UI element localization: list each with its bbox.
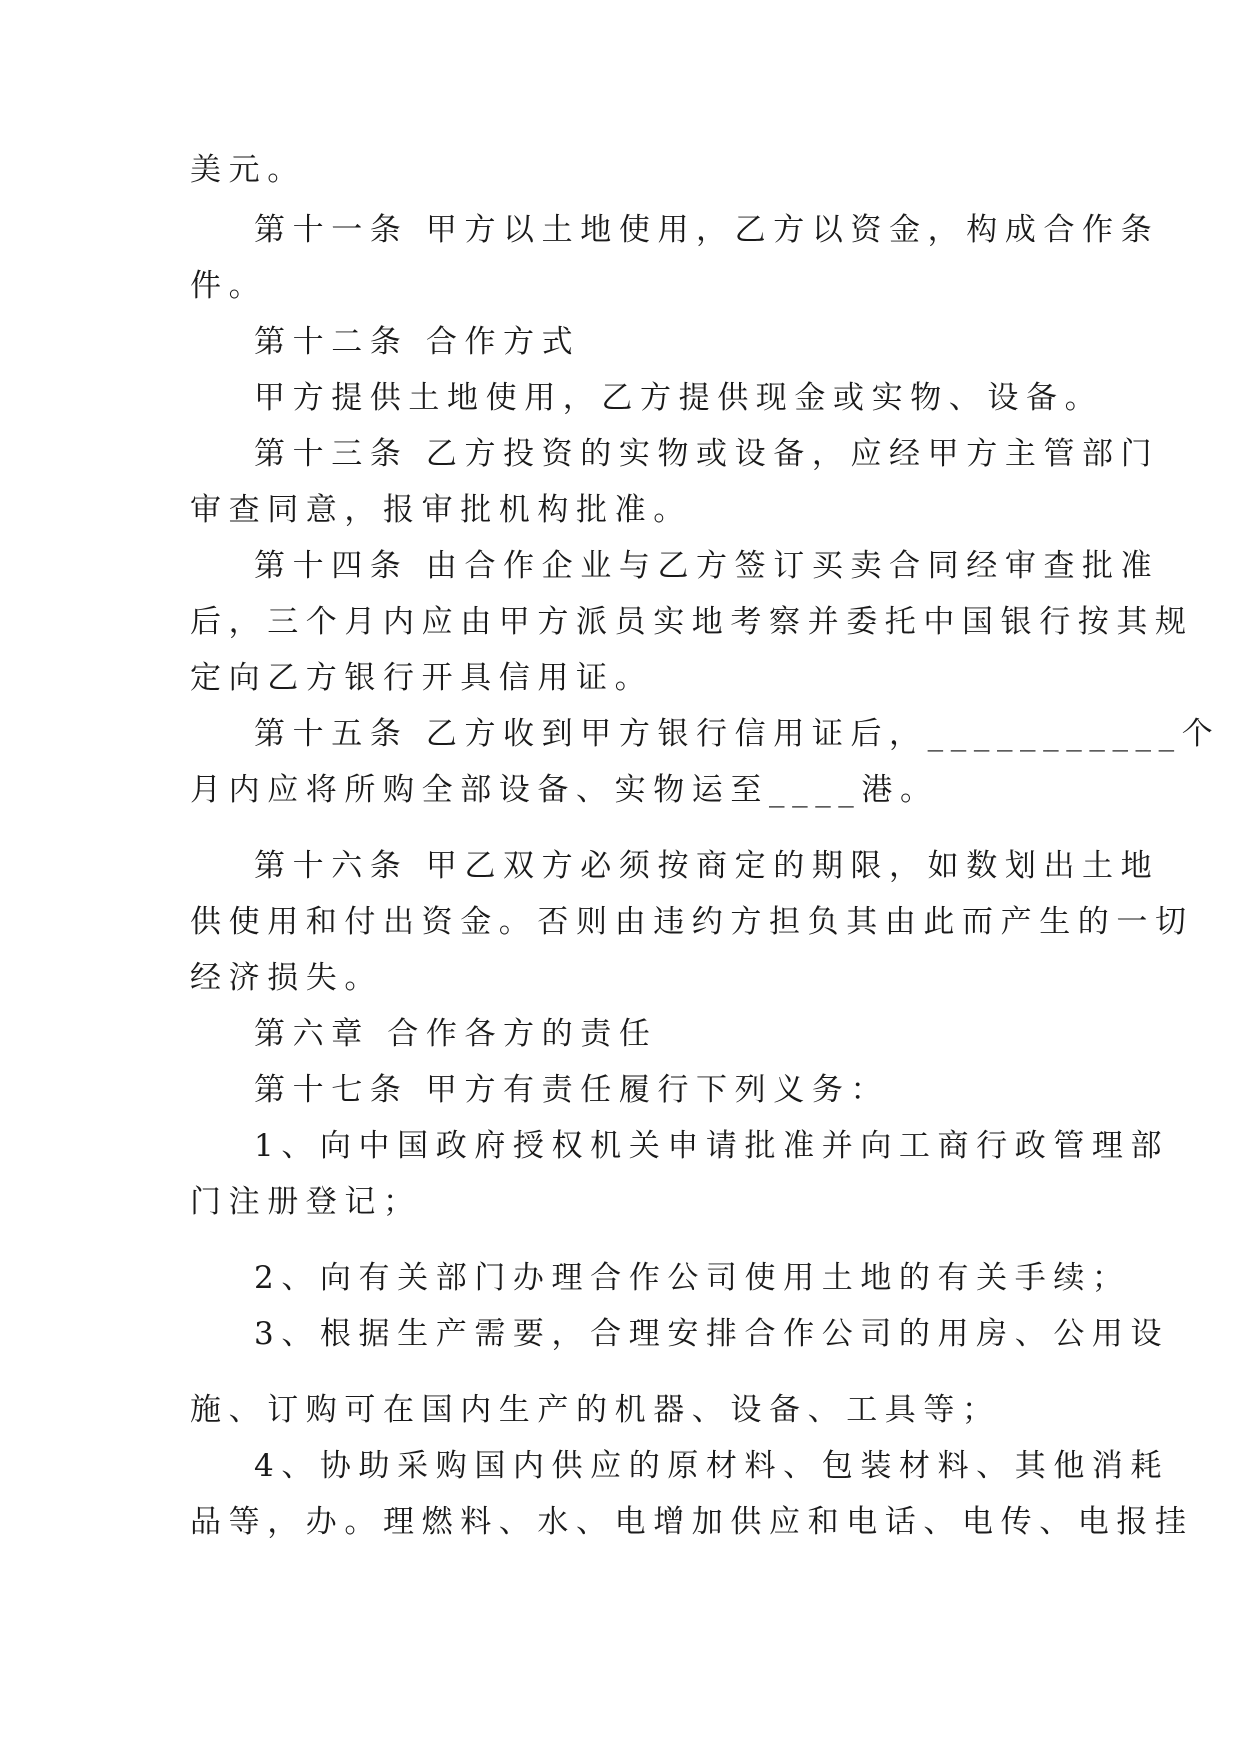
text-line: 第十四条 由合作企业与乙方签订买卖合同经审查批准 xyxy=(254,548,1160,584)
text-line: 2、向有关部门办理合作公司使用土地的有关手续； xyxy=(254,1260,1131,1296)
chapter-heading: 第六章 合作各方的责任 xyxy=(254,1016,658,1052)
text-line: 第十六条 甲乙双方必须按商定的期限，如数划出土地 xyxy=(254,848,1160,884)
text-line: 第十五条 乙方收到甲方银行信用证后，___________个 xyxy=(254,716,1221,752)
text-line: 经济损失。 xyxy=(190,960,383,996)
text-line: 1、向中国政府授权机关申请批准并向工商行政管理部 xyxy=(254,1128,1170,1164)
text-line: 施、订购可在国内生产的机器、设备、工具等； xyxy=(190,1392,1001,1428)
text-line: 甲方提供土地使用，乙方提供现金或实物、设备。 xyxy=(254,380,1104,416)
text-line: 件。 xyxy=(190,268,268,304)
text-line: 定向乙方银行开具信用证。 xyxy=(190,660,654,696)
text-line: 门注册登记； xyxy=(190,1184,422,1220)
text-line: 审查同意，报审批机构批准。 xyxy=(190,492,692,528)
text-line: 月内应将所购全部设备、实物运至____港。 xyxy=(190,772,939,808)
text-line: 第十七条 甲方有责任履行下列义务： xyxy=(254,1072,890,1108)
text-line: 第十二条 合作方式 xyxy=(254,324,581,360)
text-line: 供使用和付出资金。否则由违约方担负其由此而产生的一切 xyxy=(190,904,1194,940)
text-line: 品等，办。理燃料、水、电增加供应和电话、电传、电报挂 xyxy=(190,1504,1194,1540)
text-line: 第十一条 甲方以土地使用，乙方以资金，构成合作条 xyxy=(254,212,1160,248)
text-line: 第十三条 乙方投资的实物或设备，应经甲方主管部门 xyxy=(254,436,1160,472)
text-line: 3、根据生产需要，合理安排合作公司的用房、公用设 xyxy=(254,1316,1170,1352)
text-line: 4、协助采购国内供应的原材料、包装材料、其他消耗 xyxy=(254,1448,1170,1484)
text-line: 美元。 xyxy=(190,152,306,188)
text-line: 后，三个月内应由甲方派员实地考察并委托中国银行按其规 xyxy=(190,604,1194,640)
